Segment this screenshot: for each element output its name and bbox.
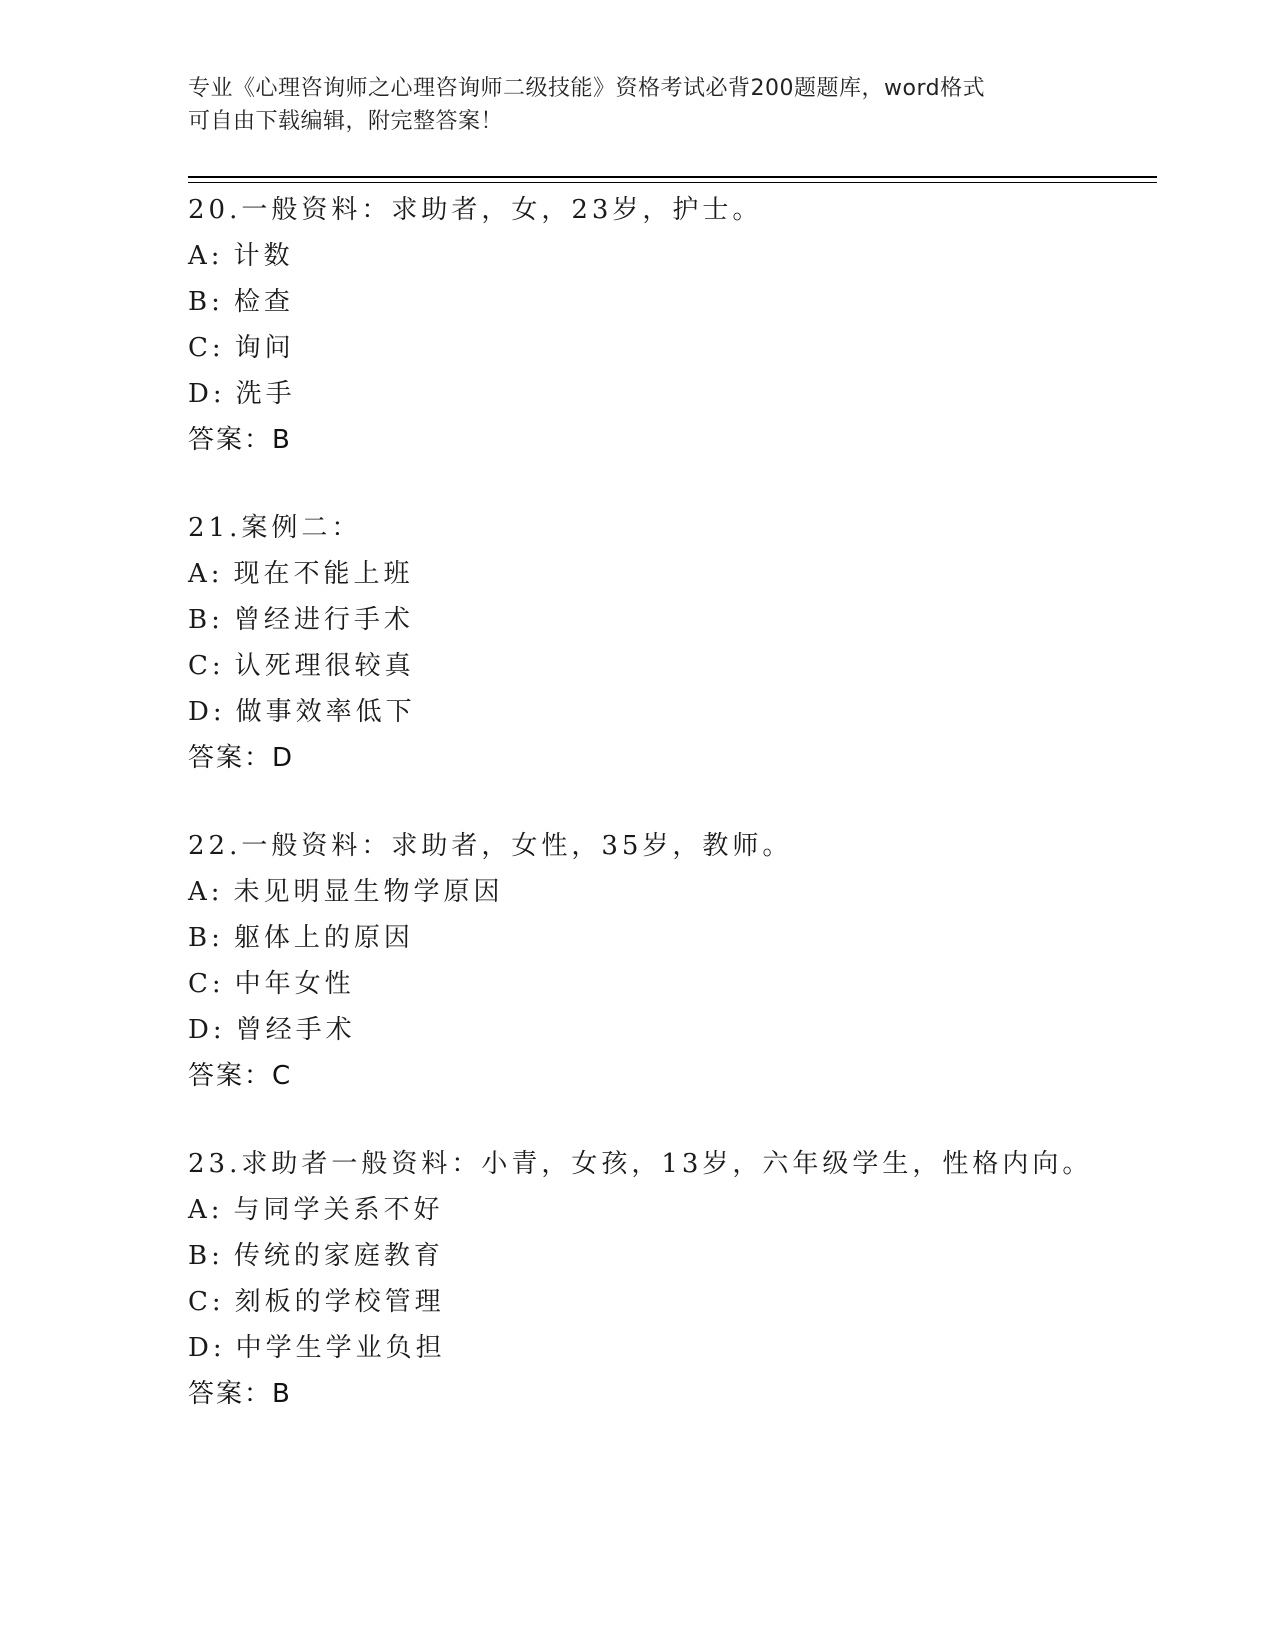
option-c [188, 1279, 1168, 1325]
option-letter: B: [188, 287, 224, 317]
option-letter: A: [188, 559, 224, 589]
option-text: 计数 [233, 241, 294, 271]
option-letter: C: [188, 1287, 225, 1317]
question-stem: 23.求助者一般资料：小青，女孩，13岁，六年级学生，性格内向。 [188, 1149, 1093, 1179]
question-22 [188, 823, 1168, 1099]
option-letter: D: [188, 1333, 226, 1363]
option-letter: A: [188, 241, 224, 271]
answer-line: 答案：B [188, 1379, 292, 1409]
option-c [188, 961, 1168, 1007]
option-text: 询问 [234, 333, 295, 363]
option-text: 洗手 [235, 379, 296, 409]
question-stem: 21.案例二： [188, 513, 362, 543]
option-text: 现在不能上班 [233, 559, 414, 589]
option-b [188, 915, 1168, 961]
option-text: 传统的家庭教育 [233, 1241, 444, 1271]
option-text: 认死理很较真 [234, 651, 415, 681]
option-letter: B: [188, 1241, 224, 1271]
option-a [188, 551, 1168, 597]
answer-line: 答案：B [188, 425, 292, 455]
option-c [188, 643, 1168, 689]
option-text: 中学生学业负担 [235, 1333, 446, 1363]
question-23 [188, 1141, 1168, 1417]
option-d [188, 689, 1168, 735]
question-stem: 22.一般资料：求助者，女性，35岁，教师。 [188, 831, 793, 861]
option-a [188, 1187, 1168, 1233]
question-21 [188, 505, 1168, 781]
option-d [188, 1325, 1168, 1371]
option-a [188, 869, 1168, 915]
option-letter: C: [188, 651, 225, 681]
option-b [188, 279, 1168, 325]
question-20 [188, 187, 1168, 463]
option-letter: A: [188, 877, 224, 907]
option-letter: D: [188, 697, 226, 727]
option-b [188, 1233, 1168, 1279]
option-text: 与同学关系不好 [233, 1195, 444, 1225]
header-divider-thick [188, 176, 1157, 178]
option-text: 曾经进行手术 [233, 605, 414, 635]
option-text: 未见明显生物学原因 [233, 877, 504, 907]
option-text: 躯体上的原因 [233, 923, 414, 953]
header-line-1: 专业《心理咨询师之心理咨询师二级技能》资格考试必背200题题库，word格式 [188, 76, 986, 101]
option-d [188, 371, 1168, 417]
header-line-2: 可自由下载编辑，附完整答案！ [188, 109, 504, 134]
option-d [188, 1007, 1168, 1053]
option-letter: A: [188, 1195, 224, 1225]
option-letter: C: [188, 333, 225, 363]
option-letter: B: [188, 605, 224, 635]
option-b [188, 597, 1168, 643]
question-stem: 20.一般资料：求助者，女，23岁，护士。 [188, 195, 763, 225]
option-text: 曾经手术 [235, 1015, 356, 1045]
option-text: 中年女性 [234, 969, 355, 999]
option-a [188, 233, 1168, 279]
answer-line: 答案：C [188, 1061, 293, 1091]
option-letter: C: [188, 969, 225, 999]
option-letter: B: [188, 923, 224, 953]
option-c [188, 325, 1168, 371]
option-text: 做事效率低下 [235, 697, 416, 727]
option-letter: D: [188, 1015, 226, 1045]
option-text: 检查 [233, 287, 294, 317]
document-header [188, 72, 1088, 138]
option-letter: D: [188, 379, 226, 409]
answer-line: 答案：D [188, 743, 295, 773]
option-text: 刻板的学校管理 [234, 1287, 445, 1317]
header-divider-thin [188, 182, 1157, 183]
